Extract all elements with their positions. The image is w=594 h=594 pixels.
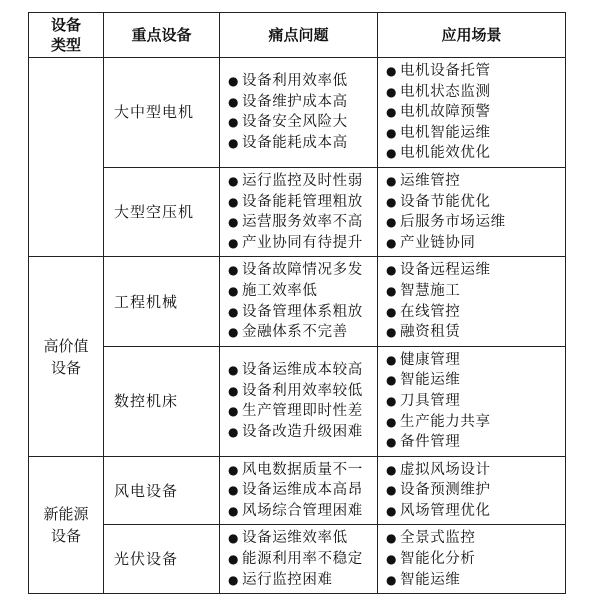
- pain-cell: [220, 525, 378, 594]
- list-item: [386, 549, 565, 570]
- list-item-text: 金融体系不完善: [242, 324, 348, 341]
- header-category-line1: 设备: [50, 16, 81, 34]
- scene-list: [386, 460, 565, 522]
- list-item-text: 设备维护成本高: [242, 93, 348, 110]
- scene-cell: [378, 346, 566, 456]
- bullet-icon: ●: [228, 173, 240, 188]
- pain-cell: [220, 167, 378, 256]
- bullet-icon: ●: [228, 215, 240, 230]
- bullet-icon: ●: [228, 404, 240, 419]
- list-item: [228, 528, 377, 549]
- bullet-icon: ●: [228, 424, 240, 439]
- list-item: [386, 350, 565, 371]
- device-cell: 大型空压机: [104, 167, 220, 256]
- bullet-icon: ●: [228, 136, 240, 151]
- list-item-text: 设备利用效率低: [242, 73, 348, 90]
- bullet-icon: ●: [386, 531, 398, 546]
- list-item: [386, 501, 565, 522]
- list-item: [228, 549, 377, 570]
- bullet-icon: ●: [386, 462, 398, 477]
- list-item: [386, 412, 565, 433]
- list-item-text: 风场综合管理困难: [242, 502, 363, 519]
- bullet-icon: ●: [386, 146, 398, 161]
- list-item: [386, 212, 565, 233]
- list-item: [386, 281, 565, 302]
- bullet-icon: ●: [386, 263, 398, 278]
- bullet-icon: ●: [228, 115, 240, 130]
- bullet-icon: ●: [386, 283, 398, 298]
- pain-cell: [220, 346, 378, 456]
- bullet-icon: ●: [228, 283, 240, 298]
- bullet-icon: ●: [386, 393, 398, 408]
- header-category-line2: 类型: [50, 36, 81, 54]
- table-row: [29, 167, 566, 256]
- bullet-icon: ●: [386, 173, 398, 188]
- bullet-icon: ●: [228, 552, 240, 567]
- bullet-icon: ●: [386, 503, 398, 518]
- header-scene: 应用场景: [378, 13, 566, 58]
- list-item-text: 产业链协同: [400, 234, 476, 251]
- table-row: [29, 58, 566, 168]
- pain-list: [228, 360, 377, 442]
- list-item: [386, 171, 565, 192]
- device-cell: 大中型电机: [104, 58, 220, 168]
- scene-cell: [378, 525, 566, 594]
- list-item: [228, 401, 377, 422]
- list-item-text: 健康管理: [400, 351, 461, 368]
- bullet-icon: ●: [386, 325, 398, 340]
- bullet-icon: ●: [386, 352, 398, 367]
- list-item-text: 产业协同有待提升: [242, 234, 363, 251]
- table-body: [29, 58, 566, 594]
- scene-list: [386, 61, 565, 164]
- list-item-text: 风电数据质量不一: [242, 461, 363, 478]
- scene-cell: [378, 167, 566, 256]
- list-item: [386, 233, 565, 254]
- list-item: [228, 233, 377, 254]
- bullet-icon: ●: [228, 462, 240, 477]
- bullet-icon: ●: [386, 373, 398, 388]
- table-row: [29, 525, 566, 594]
- list-item: [386, 570, 565, 591]
- pain-cell: [220, 456, 378, 525]
- header-row: [29, 13, 566, 58]
- list-item-text: 设备节能优化: [400, 193, 491, 210]
- bullet-icon: ●: [228, 383, 240, 398]
- bullet-icon: ●: [228, 363, 240, 378]
- list-item-text: 运维管控: [400, 172, 461, 189]
- pain-list: [228, 171, 377, 253]
- category-cell: [29, 257, 104, 456]
- list-item-text: 电机能效优化: [400, 145, 491, 162]
- list-item-text: 设备故障情况多发: [242, 262, 363, 279]
- table-row: [29, 257, 566, 346]
- list-item: [386, 370, 565, 391]
- scene-cell: [378, 257, 566, 346]
- list-item: [386, 528, 565, 549]
- bullet-icon: ●: [386, 435, 398, 450]
- bullet-icon: ●: [386, 572, 398, 587]
- scene-list: [386, 350, 565, 453]
- list-item-text: 在线管控: [400, 303, 461, 320]
- list-item-text: 生产管理即时性差: [242, 403, 363, 420]
- list-item-text: 智能运维: [400, 372, 461, 389]
- bullet-icon: ●: [228, 194, 240, 209]
- list-item: [386, 123, 565, 144]
- bullet-icon: ●: [228, 235, 240, 250]
- list-item: [386, 432, 565, 453]
- scene-cell: [378, 456, 566, 525]
- list-item-text: 运行监控及时性弱: [242, 172, 363, 189]
- bullet-icon: ●: [386, 64, 398, 78]
- list-item: [228, 381, 377, 402]
- list-item-text: 虚拟风场设计: [400, 461, 491, 478]
- list-item-text: 电机设备托管: [400, 63, 491, 79]
- pain-list: [228, 528, 377, 590]
- bullet-icon: ●: [386, 194, 398, 209]
- bullet-icon: ●: [386, 235, 398, 250]
- category-cell: [29, 456, 104, 594]
- list-item: [228, 322, 377, 343]
- list-item: [386, 480, 565, 501]
- list-item-text: 运行监控困难: [242, 571, 333, 588]
- list-item: [228, 260, 377, 281]
- list-item: [228, 112, 377, 133]
- list-item-text: 智能化分析: [400, 551, 476, 568]
- list-item: [386, 143, 565, 164]
- pain-list: [228, 260, 377, 342]
- list-item: [228, 192, 377, 213]
- list-item-text: 后服务市场运维: [400, 214, 506, 231]
- device-cell: 风电设备: [104, 456, 220, 525]
- header-category: [29, 13, 104, 58]
- table-row: [29, 456, 566, 525]
- bullet-icon: ●: [386, 304, 398, 319]
- bullet-icon: ●: [386, 105, 398, 120]
- list-item-text: 融资租赁: [400, 324, 461, 341]
- bullet-icon: ●: [228, 531, 240, 546]
- list-item: [228, 480, 377, 501]
- category-label: 设备: [50, 526, 81, 545]
- list-item: [228, 302, 377, 323]
- list-item-text: 设备远程运维: [400, 262, 491, 279]
- category-label: 高价值: [43, 336, 89, 355]
- list-item: [228, 133, 377, 154]
- bullet-icon: ●: [386, 84, 398, 99]
- category-label: 新能源: [43, 504, 89, 523]
- bullet-icon: ●: [386, 414, 398, 429]
- list-item: [228, 422, 377, 443]
- bullet-icon: ●: [386, 215, 398, 230]
- bullet-icon: ●: [386, 125, 398, 140]
- bullet-icon: ●: [386, 552, 398, 567]
- list-item-text: 智能运维: [400, 571, 461, 588]
- equipment-table: [28, 12, 566, 594]
- list-item: [228, 360, 377, 381]
- category-cell: [29, 58, 104, 257]
- list-item-text: 设备管理体系粗放: [242, 303, 363, 320]
- list-item: [386, 260, 565, 281]
- scene-list: [386, 528, 565, 590]
- bullet-icon: ●: [228, 325, 240, 340]
- list-item: [228, 212, 377, 233]
- list-item: [386, 302, 565, 323]
- list-item-text: 刀具管理: [400, 392, 461, 409]
- list-item-text: 设备改造升级困难: [242, 423, 363, 440]
- header-pain: 痛点问题: [220, 13, 378, 58]
- bullet-icon: ●: [228, 263, 240, 278]
- category-label: 设备: [50, 358, 81, 377]
- list-item-text: 能源利用率不稳定: [242, 551, 363, 568]
- bullet-icon: ●: [228, 94, 240, 109]
- list-item-text: 全景式监控: [400, 530, 476, 547]
- list-item: [386, 102, 565, 123]
- device-cell: 工程机械: [104, 257, 220, 346]
- list-item-text: 施工效率低: [242, 282, 318, 299]
- bullet-icon: ●: [228, 74, 240, 89]
- pain-list: [228, 71, 377, 153]
- list-item-text: 备件管理: [400, 434, 461, 451]
- list-item-text: 电机状态监测: [400, 83, 491, 100]
- list-item: [228, 71, 377, 92]
- list-item: [228, 171, 377, 192]
- list-item-text: 运营服务效率不高: [242, 214, 363, 231]
- pain-list: [228, 460, 377, 522]
- bullet-icon: ●: [228, 304, 240, 319]
- device-cell: 光伏设备: [104, 525, 220, 594]
- scene-list: [386, 171, 565, 253]
- list-item-text: 设备运维效率低: [242, 530, 348, 547]
- pain-cell: [220, 257, 378, 346]
- list-item: [386, 61, 565, 82]
- pain-cell: [220, 58, 378, 168]
- list-item: [228, 570, 377, 591]
- bullet-icon: ●: [386, 483, 398, 498]
- list-item-text: 风场管理优化: [400, 502, 491, 519]
- device-cell: 数控机床: [104, 346, 220, 456]
- list-item: [228, 501, 377, 522]
- list-item-text: 设备运维成本较高: [242, 362, 363, 379]
- bullet-icon: ●: [228, 483, 240, 498]
- list-item-text: 设备预测维护: [400, 482, 491, 499]
- scene-list: [386, 260, 565, 342]
- list-item-text: 设备能耗成本高: [242, 135, 348, 152]
- list-item: [386, 391, 565, 412]
- list-item-text: 设备利用效率较低: [242, 382, 363, 399]
- list-item: [228, 460, 377, 481]
- list-item: [228, 281, 377, 302]
- header-device: 重点设备: [104, 13, 220, 58]
- list-item-text: 电机智能运维: [400, 124, 491, 141]
- table-row: [29, 346, 566, 456]
- scene-cell: [378, 58, 566, 168]
- list-item: [228, 92, 377, 113]
- list-item-text: 电机故障预警: [400, 104, 491, 121]
- list-item-text: 智慧施工: [400, 282, 461, 299]
- bullet-icon: ●: [228, 572, 240, 587]
- list-item: [386, 82, 565, 103]
- list-item: [386, 322, 565, 343]
- list-item-text: 生产能力共享: [400, 413, 491, 430]
- bullet-icon: ●: [228, 503, 240, 518]
- list-item-text: 设备能耗管理粗放: [242, 193, 363, 210]
- list-item-text: 设备安全风险大: [242, 114, 348, 131]
- list-item: [386, 460, 565, 481]
- list-item-text: 设备运维成本高昂: [242, 482, 363, 499]
- list-item: [386, 192, 565, 213]
